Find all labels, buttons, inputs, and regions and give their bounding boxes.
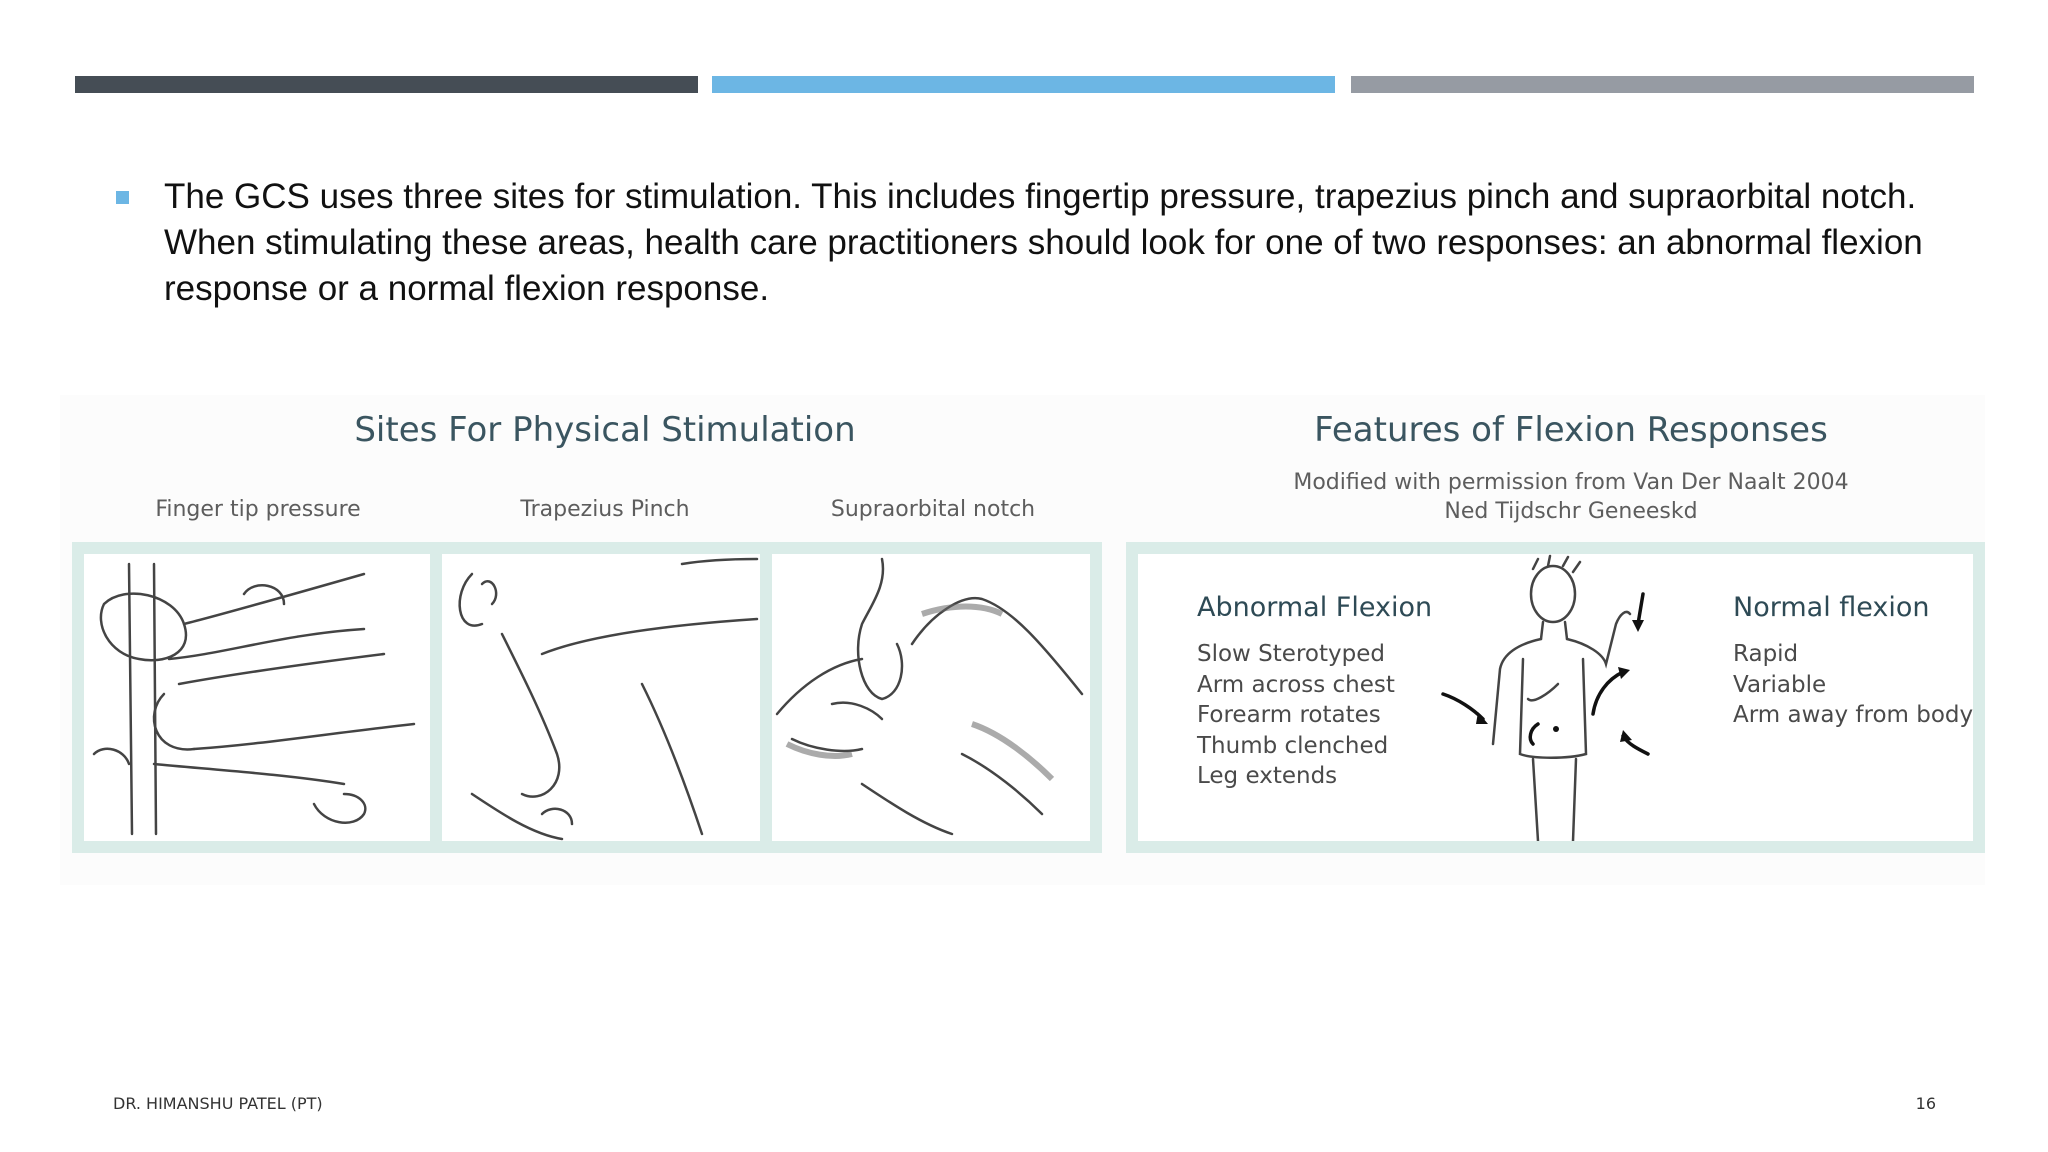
abnormal-flexion-list [1197, 639, 1395, 792]
top-bar-dark [75, 76, 698, 93]
finger-pressure-sketch [84, 554, 430, 841]
footer-author: DR. HIMANSHU PATEL (PT) [113, 1094, 323, 1113]
abnormal-item: Leg extends [1197, 763, 1338, 789]
abnormal-item: Thumb clenched [1197, 732, 1389, 759]
abnormal-item: Slow Sterotyped [1197, 641, 1385, 667]
site-label-trapezius: Trapezius Pinch [520, 497, 690, 522]
bullet-text: The GCS uses three sites for stimulation. This includes fingertip pressure, trapezius pinch and supraorbital notch. When stimulating these areas, health care practitioners should look for one of two responses: an abnormal flexion response or a normal flexion response. [164, 177, 1923, 308]
credit-line-2: Ned Tijdschr Geneeskd [1444, 499, 1698, 524]
normal-item: Variable [1733, 671, 1827, 698]
site-label-supraorbital: Supraorbital notch [830, 497, 1036, 522]
normal-flexion-list [1733, 639, 1973, 731]
bullet-square-icon [116, 191, 129, 204]
sites-heading: Sites For Physical Stimulation [354, 410, 856, 450]
supraorbital-notch-sketch [772, 554, 1090, 841]
top-bar-grey [1351, 76, 1974, 93]
body-figure-sketch [1438, 554, 1688, 841]
flexion-panel [1126, 542, 1985, 853]
page-number: 16 [1915, 1094, 1936, 1113]
flexion-panel-inner [1138, 554, 1973, 841]
top-bar-blue [712, 76, 1335, 93]
abnormal-item: Arm across chest [1197, 671, 1395, 698]
sites-panel [72, 542, 1102, 853]
abnormal-flexion-title: Abnormal Flexion [1197, 592, 1433, 623]
normal-flexion-title: Normal flexion [1733, 592, 1930, 623]
gcs-figure [60, 395, 1985, 885]
trapezius-pinch-sketch [442, 554, 760, 841]
flexion-heading: Features of Flexion Responses [1314, 410, 1828, 450]
credit-line-1: Modified with permission from Van Der Naalt 2004 [1293, 470, 1849, 495]
normal-item: Arm away from body [1733, 702, 1974, 728]
normal-item: Rapid [1733, 641, 1799, 667]
abnormal-item: Forearm rotates [1197, 702, 1381, 728]
site-label-finger: Finger tip pressure [155, 497, 361, 522]
